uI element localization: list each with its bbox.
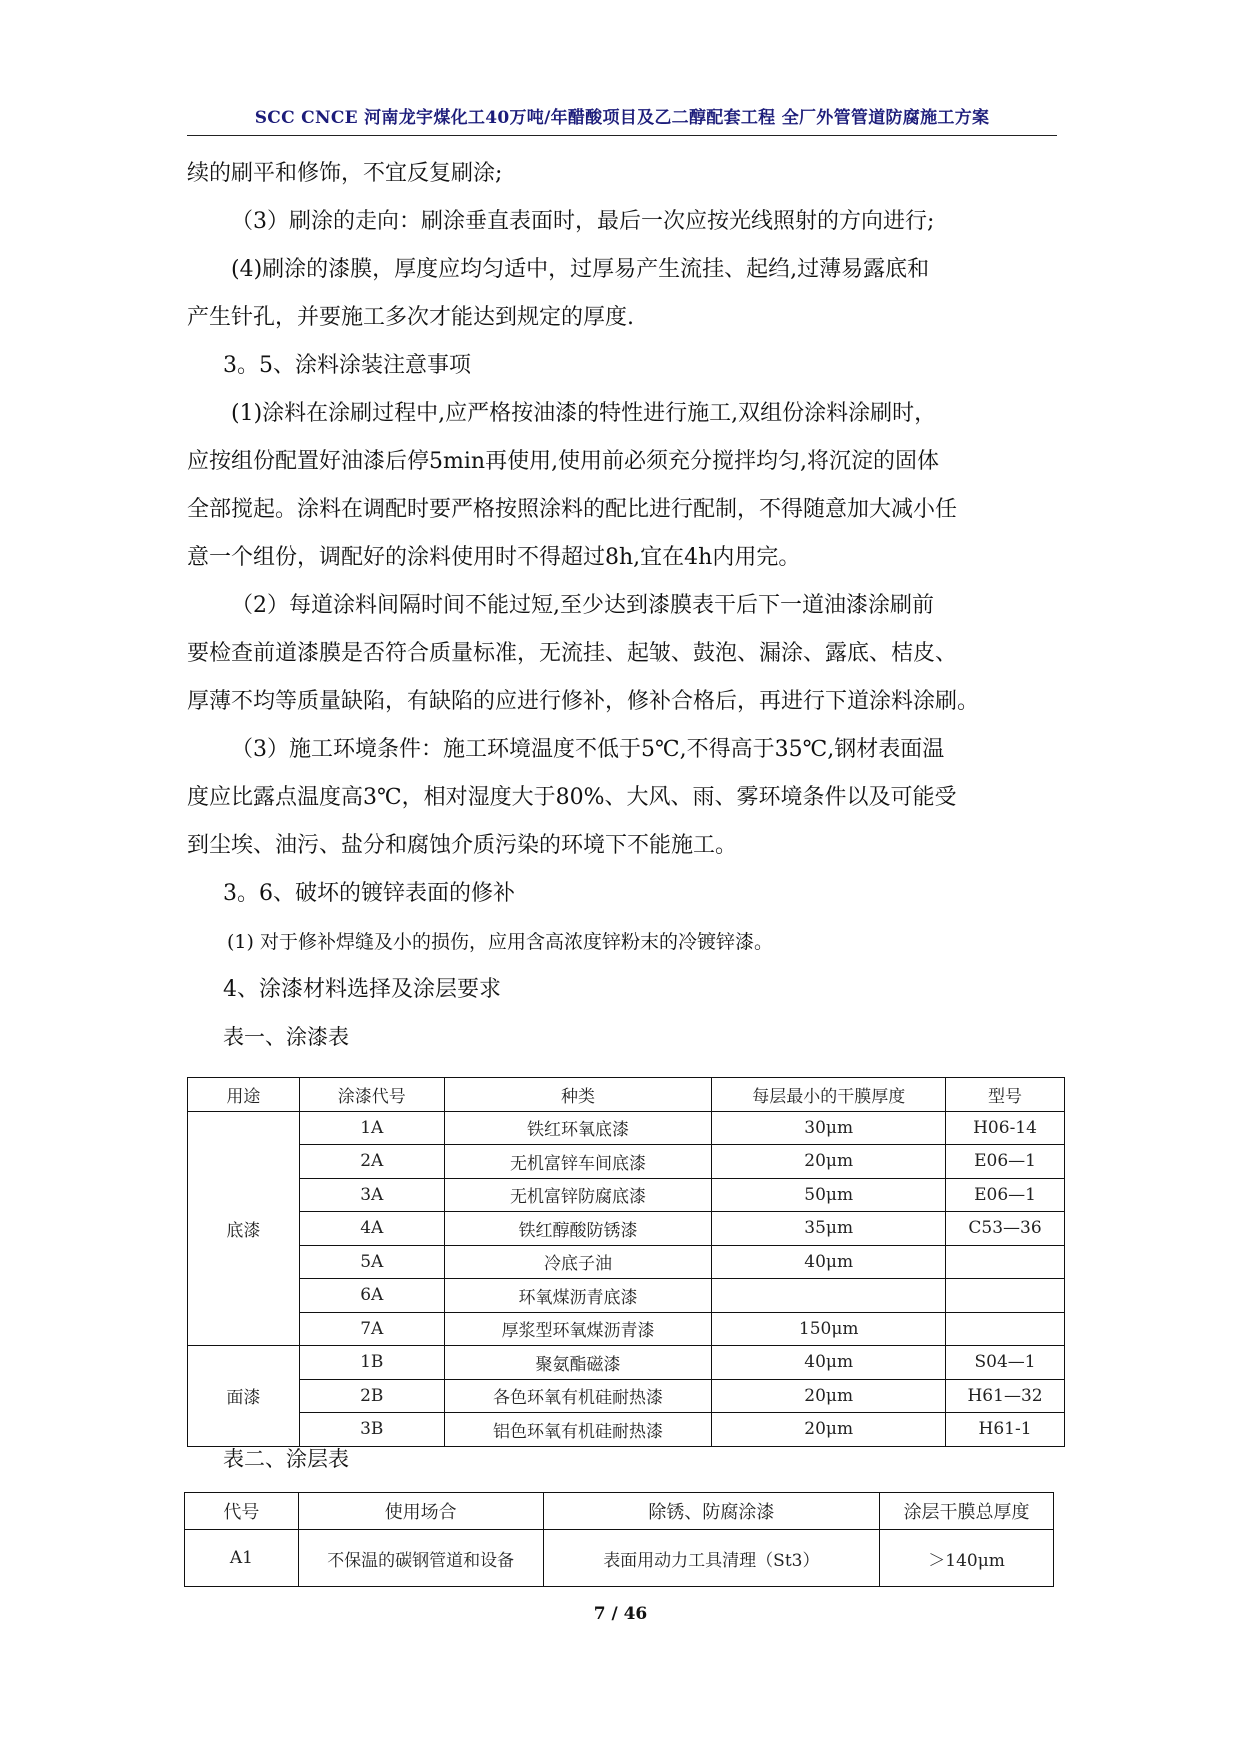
header-cell: 涂漆代号 [299, 1078, 444, 1112]
table-cell: 4A [299, 1212, 444, 1246]
table-header-row [188, 1078, 1065, 1112]
section-heading: 3。6、破坏的镀锌表面的修补 [223, 881, 515, 906]
table-row [188, 1245, 1065, 1279]
table-cell: C53—36 [946, 1212, 1065, 1246]
table-cell: 20μm [712, 1413, 946, 1447]
table-cell: 35μm [712, 1212, 946, 1246]
table-cell [946, 1245, 1065, 1279]
table-header-row [185, 1493, 1054, 1530]
section-heading: 4、涂漆材料选择及涂层要求 [223, 977, 501, 1002]
table-row [188, 1111, 1065, 1145]
table2-caption: 表二、涂层表 [223, 1447, 349, 1471]
table-cell: 表面用动力工具清理（St3） [543, 1530, 880, 1587]
table-cell [946, 1279, 1065, 1313]
paragraph-line: (1) 对于修补焊缝及小的损伤，应用含高浓度锌粉末的冷镀锌漆。 [227, 931, 773, 953]
table-cell: 无机富锌防腐底漆 [444, 1178, 712, 1212]
body-text [187, 150, 1062, 1060]
table-row [188, 1178, 1065, 1212]
paragraph-line: 度应比露点温度高3℃，相对湿度大于80%、大风、雨、雾环境条件以及可能受 [187, 785, 957, 810]
table-cell: 厚浆型环氧煤沥青漆 [444, 1312, 712, 1346]
table-cell: 5A [299, 1245, 444, 1279]
table-cell: ＞140μm [880, 1530, 1054, 1587]
table-cell: H61-1 [946, 1413, 1065, 1447]
table-cell: 铁红醇酸防锈漆 [444, 1212, 712, 1246]
table-cell: 冷底子油 [444, 1245, 712, 1279]
header-cell: 使用场合 [298, 1493, 543, 1530]
table-cell: 6A [299, 1279, 444, 1313]
paragraph-line: （3）施工环境条件：施工环境温度不低于5℃,不得高于35℃,钢材表面温 [231, 737, 945, 762]
header-divider [187, 135, 1057, 136]
table-row [188, 1413, 1065, 1447]
table-cell: E06—1 [946, 1145, 1065, 1179]
paragraph-line: 应按组份配置好油漆后停5min再使用,使用前必须充分搅拌均匀,将沉淀的固体 [187, 449, 940, 474]
table-row [188, 1145, 1065, 1179]
table-cell [946, 1312, 1065, 1346]
table-row [188, 1346, 1065, 1380]
table-cell: S04—1 [946, 1346, 1065, 1380]
page-number: 7 / 46 [593, 1604, 648, 1624]
table-row [188, 1279, 1065, 1313]
header-cell: 每层最小的干膜厚度 [712, 1078, 946, 1112]
table-cell: 环氧煤沥青底漆 [444, 1279, 712, 1313]
paragraph-line: （2）每道涂料间隔时间不能过短,至少达到漆膜表干后下一道油漆涂刷前 [231, 593, 934, 618]
table-row [188, 1212, 1065, 1246]
header-cell: 代号 [185, 1493, 299, 1530]
table-cell: 50μm [712, 1178, 946, 1212]
header-cell: 涂层干膜总厚度 [880, 1493, 1054, 1530]
table1-caption: 表一、涂漆表 [223, 1025, 349, 1049]
paragraph-line: 全部搅起。涂料在调配时要严格按照涂料的配比进行配制，不得随意加大减小任 [187, 497, 958, 522]
paragraph-line: 要检查前道漆膜是否符合质量标准，无流挂、起皱、鼓泡、漏涂、露底、桔皮、 [187, 641, 958, 666]
header-cell: 型号 [946, 1078, 1065, 1112]
table-cell: 20μm [712, 1379, 946, 1413]
header-cell: 除锈、防腐涂漆 [543, 1493, 880, 1530]
table-cell: 1A [299, 1111, 444, 1145]
table-row [188, 1312, 1065, 1346]
usage-cell: 面漆 [188, 1346, 300, 1447]
table-cell: E06—1 [946, 1178, 1065, 1212]
table-cell: 40μm [712, 1346, 946, 1380]
paragraph-line: 产生针孔，并要施工多次才能达到规定的厚度. [187, 305, 634, 330]
paragraph-line: 意一个组份，调配好的涂料使用时不得超过8h,宜在4h内用完。 [187, 545, 801, 570]
table-row [185, 1530, 1054, 1587]
table-cell: 20μm [712, 1145, 946, 1179]
paragraph-line: 续的刷平和修饰，不宜反复刷涂; [187, 161, 503, 186]
coating-table [184, 1492, 1054, 1587]
table-cell: 铝色环氧有机硅耐热漆 [444, 1413, 712, 1447]
paragraph-line: （3）刷涂的走向：刷涂垂直表面时，最后一次应按光线照射的方向进行; [231, 209, 935, 234]
table-cell: 150μm [712, 1312, 946, 1346]
table-cell: 无机富锌车间底漆 [444, 1145, 712, 1179]
table-cell: 铁红环氧底漆 [444, 1111, 712, 1145]
table-cell: 40μm [712, 1245, 946, 1279]
paragraph-line: 厚薄不均等质量缺陷，有缺陷的应进行修补，修补合格后，再进行下道涂料涂刷。 [187, 689, 980, 714]
paragraph-line: 到尘埃、油污、盐分和腐蚀介质污染的环境下不能施工。 [187, 833, 738, 858]
table-cell: 30μm [712, 1111, 946, 1145]
table-cell: 2B [299, 1379, 444, 1413]
table-cell: 1B [299, 1346, 444, 1380]
table-cell: H06-14 [946, 1111, 1065, 1145]
usage-cell: 底漆 [188, 1111, 300, 1346]
paint-table [187, 1077, 1065, 1447]
table-cell: 2A [299, 1145, 444, 1179]
table-cell: H61—32 [946, 1379, 1065, 1413]
table-cell: 3A [299, 1178, 444, 1212]
table-row [188, 1379, 1065, 1413]
paragraph-line: (1)涂料在涂刷过程中,应严格按油漆的特性进行施工,双组份涂料涂刷时， [231, 401, 937, 426]
page-header-title: SCC CNCE 河南龙宇煤化工40万吨/年醋酸项目及乙二醇配套工程 全厂外管管道防腐施工方案 [254, 108, 990, 128]
header-cell: 用途 [188, 1078, 300, 1112]
table-cell: A1 [185, 1530, 299, 1587]
table-cell: 聚氨酯磁漆 [444, 1346, 712, 1380]
table-cell [712, 1279, 946, 1313]
table-cell: 3B [299, 1413, 444, 1447]
table-cell: 不保温的碳钢管道和设备 [298, 1530, 543, 1587]
paragraph-line: (4)刷涂的漆膜，厚度应均匀适中，过厚易产生流挂、起绉,过薄易露底和 [231, 257, 930, 282]
table-cell: 各色环氧有机硅耐热漆 [444, 1379, 712, 1413]
table-cell: 7A [299, 1312, 444, 1346]
section-heading: 3。5、涂料涂装注意事项 [223, 353, 471, 378]
header-cell: 种类 [444, 1078, 712, 1112]
